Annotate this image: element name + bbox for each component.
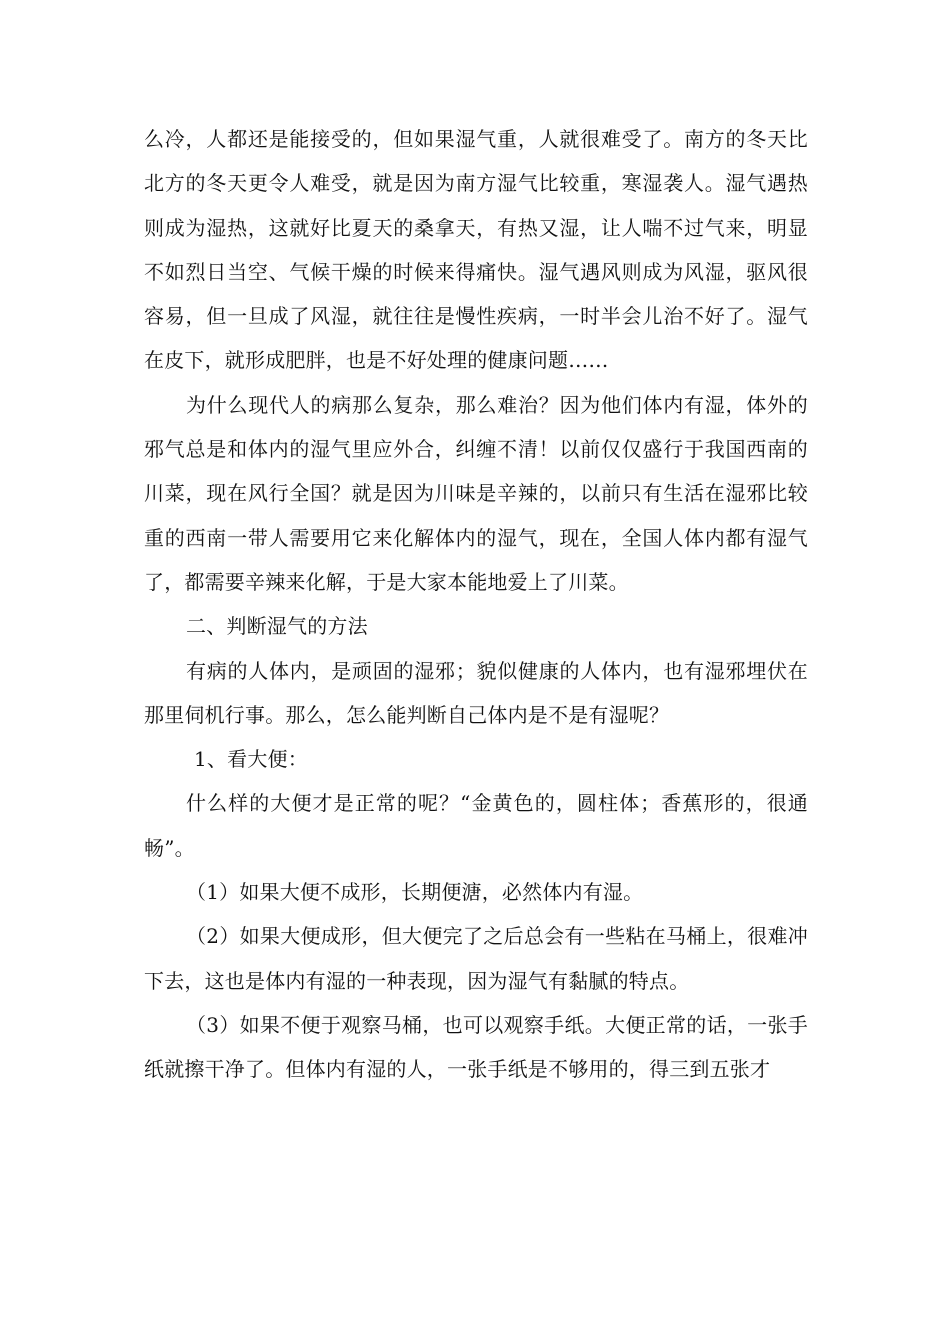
section-heading: 二、判断湿气的方法 [186, 614, 368, 639]
document-body [144, 117, 808, 1092]
list-item-1: （1）如果大便不成形，长期便溏，必然体内有湿。 [186, 880, 644, 905]
list-item-2: （2）如果大便成形，但大便完了之后总会有一些粘在马桶上，很难冲下去，这也是体内有湿的一种表现，因为湿气有黏腻的特点。 [144, 924, 808, 993]
paragraph-modern-disease: 为什么现代人的病那么复杂，那么难治？因为他们体内有湿，体外的邪气总是和体内的湿气里应外合，纠缠不清！以前仅仅盛行于我国西南的川菜，现在风行全国？就是因为川味是辛辣的，以前只有生活在湿邪比较重的西南一带人需要用它来化解体内的湿气，现在，全国人体内都有湿气了，都需要辛辣来化解，于是大家本能地爱上了川菜。 [144, 392, 808, 594]
paragraph-normal-stool: 什么样的大便才是正常的呢？“金黄色的，圆柱体；香蕉形的，很通畅”。 [144, 791, 808, 860]
paragraph-continued: 么冷，人都还是能接受的，但如果湿气重，人就很难受了。南方的冬天比北方的冬天更令人难受，就是因为南方湿气比较重，寒湿袭人。湿气遇热则成为湿热，这就好比夏天的桑拿天，有热又湿，让人喘不过气来，明显不如烈日当空、气候干燥的时候来得痛快。湿气遇风则成为风湿，驱风很容易，但一旦成了风湿，就往往是慢性疾病，一时半会儿治不好了。湿气在皮下，就形成肥胖，也是不好处理的健康问题…… [144, 127, 808, 373]
subheading-stool: 1、看大便： [194, 747, 308, 772]
paragraph-intro: 有病的人体内，是顽固的湿邪；貌似健康的人体内，也有湿邪埋伏在那里伺机行事。那么，怎么能判断自己体内是不是有湿呢？ [144, 658, 808, 727]
list-item-3: （3）如果不便于观察马桶，也可以观察手纸。大便正常的话，一张手纸就擦干净了。但体内有湿的人，一张手纸是不够用的，得三到五张才 [144, 1012, 808, 1082]
